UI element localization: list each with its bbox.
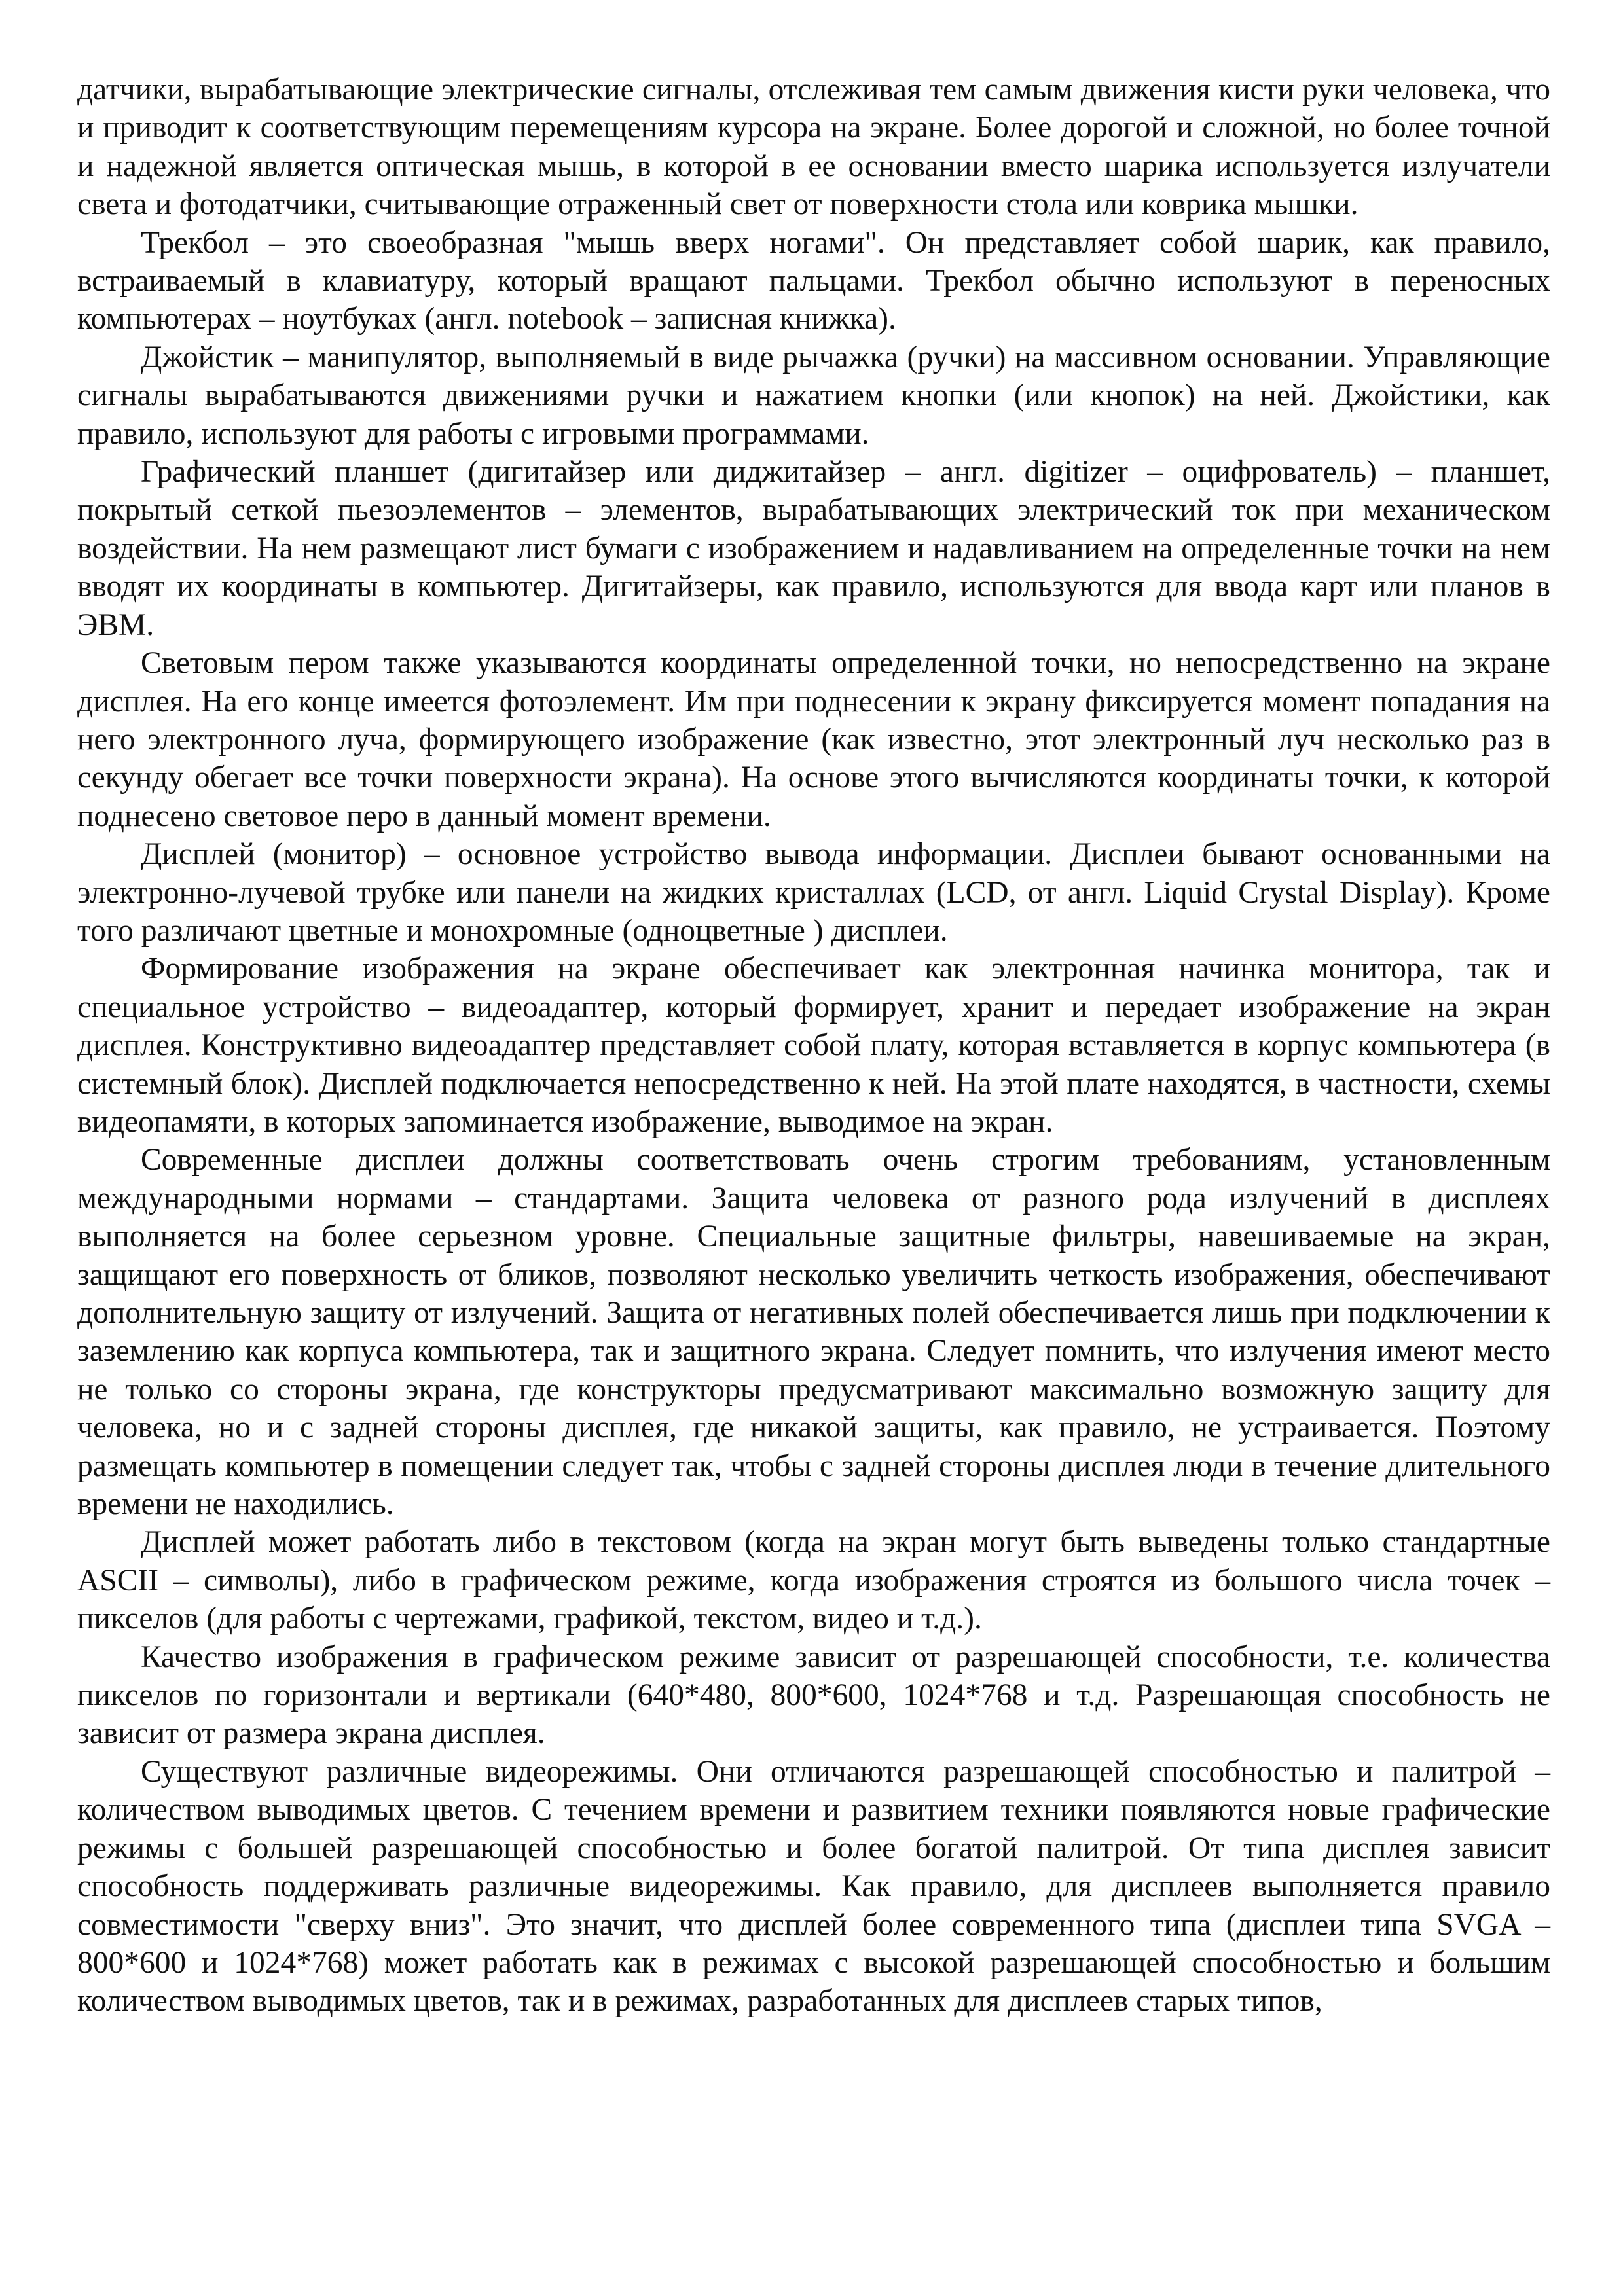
document-page <box>77 71 1550 2020</box>
paragraph-light-pen: Световым пером также указываются координаты определенной точки, но непосредственно на экране дисплея. На его конце имеется фотоэлемент. Им при поднесении к экрану фиксируется момент попадания на него электронного луча, формирующего изображение (как известно, этот электронный луч несколько раз в секунду обегает все точки поверхности экрана). На основе этого вычисляются координаты точки, к которой поднесено световое перо в данный момент времени. <box>77 646 1550 833</box>
paragraph-video-modes: Существуют различные видеорежимы. Они отличаются разрешающей способностью и палитрой – количеством выводимых цветов. С течением времени и развитием техники появляются новые графические режимы с большей разрешающей способностью и более богатой палитрой. От типа дисплея зависит способность поддерживать различные видеорежимы. Как правило, для дисплеев выполняется правило совместимости "сверху вниз". Это значит, что дисплей более современного типа (дисплеи типа SVGA – 800*600 и 1024*768) может работать как в режимах с высокой разрешающей способностью и большим количеством выводимых цветов, так и в режимах, разработанных для дисплеев старых типов, <box>77 1754 1550 2018</box>
paragraph-mouse-continued: датчики, вырабатывающие электрические сигналы, отслеживая тем самым движения кисти руки человека, что и приводит к соответствующим перемещениям курсора на экране. Более дорогой и сложной, но более точной и надежной является оптическая мышь, в которой в ее основании вместо шарика используется излучатели света и фотодатчики, считывающие отраженный свет от поверхности стола или коврика мышки. <box>77 73 1550 222</box>
paragraph-resolution: Качество изображения в графическом режиме зависит от разрешающей способности, т.е. количества пикселов по горизонтали и вертикали (640*480, 800*600, 1024*768 и т.д. Разрешающая способность не зависит от размера экрана дисплея. <box>77 1640 1550 1751</box>
paragraph-display-modes: Дисплей может работать либо в текстовом (когда на экран могут быть выведены только стандартные ASCII – символы), либо в графическом режиме, когда изображения строятся из большого числа точек – пикселов (для работы с чертежами, графикой, текстом, видео и т.д.). <box>77 1525 1550 1636</box>
paragraph-video-adapter: Формирование изображения на экране обеспечивает как электронная начинка монитора, так и специальное устройство – видеоадаптер, который формирует, хранит и передает изображение на экран дисплея. Конструктивно видеоадаптер представляет собой плату, которая вставляется в корпус компьютера (в системный блок). Дисплей подключается непосредственно к ней. На этой плате находятся, в частности, схемы видеопамяти, в которых запоминается изображение, выводимое на экран. <box>77 952 1550 1139</box>
paragraph-display-standards: Современные дисплеи должны соответствовать очень строгим требованиям, установленным международными нормами – стандартами. Защита человека от разного рода излучений в дисплеях выполняется на более серьезном уровне. Специальные защитные фильтры, навешиваемые на экран, защищают его поверхность от бликов, позволяют несколько увеличить четкость изображения, обеспечивают дополнительную защиту от излучений. Защита от негативных полей обеспечивается лишь при подключении к заземлению как корпуса компьютера, так и защитного экрана. Следует помнить, что излучения имеют место не только со стороны экрана, где конструкторы предусматривают максимально возможную защиту для человека, но и с задней стороны дисплея, где никакой защиты, как правило, не устраивается. Поэтому размещать компьютер в помещении следует так, чтобы с задней стороны дисплея люди в течение длительного времени не находились. <box>77 1143 1550 1522</box>
paragraph-joystick: Джойстик – манипулятор, выполняемый в виде рычажка (ручки) на массивном основании. Управляющие сигналы вырабатываются движениями ручки и нажатием кнопки (или кнопок) на ней. Джойстики, как правило, используют для работы с игровыми программами. <box>77 340 1550 451</box>
paragraph-display: Дисплей (монитор) – основное устройство вывода информации. Дисплеи бывают основанными на электронно-лучевой трубке или панели на жидких кристаллах (LCD, от англ. Liquid Crystal Display). Кроме того различают цветные и монохромные (одноцветные ) дисплеи. <box>77 837 1550 948</box>
paragraph-graphics-tablet: Графический планшет (дигитайзер или диджитайзер – англ. digitizer – оцифрователь) – планшет, покрытый сеткой пьезоэлементов – элементов, вырабатывающих электрический ток при механическом воздействии. На нем размещают лист бумаги с изображением и надавливанием на определенные точки на нем вводят их координаты в компьютер. Дигитайзеры, как правило, используются для ввода карт или планов в ЭВМ. <box>77 455 1550 642</box>
paragraph-trackball: Трекбол – это своеобразная "мышь вверх ногами". Он представляет собой шарик, как правило, встраиваемый в клавиатуру, который вращают пальцами. Трекбол обычно используют в переносных компьютерах – ноутбуках (англ. notebook – записная книжка). <box>77 225 1550 336</box>
